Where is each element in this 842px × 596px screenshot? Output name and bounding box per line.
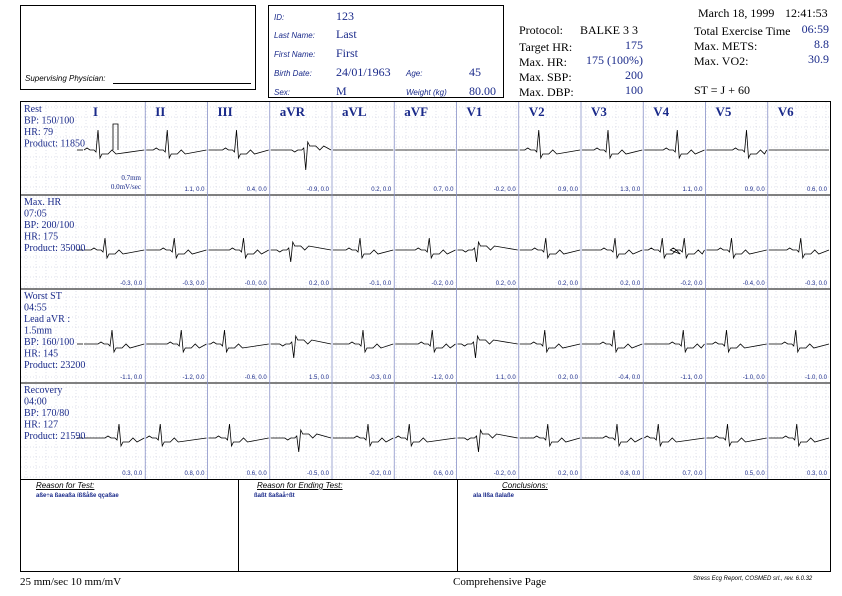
ecg-trace (644, 130, 704, 158)
row-info-line: Product: 23200 (24, 360, 86, 371)
lead-header: III (217, 104, 233, 119)
st-value: -0.2, 0.0 (493, 187, 516, 193)
st-value: -0.2, 0.0 (431, 281, 454, 287)
st-value: 0.3, 0.0 (122, 471, 143, 477)
ecg-trace (209, 330, 269, 352)
ecg-trace (769, 238, 829, 258)
ecg-trace (146, 330, 206, 352)
row-info-line: 04:55 (24, 302, 47, 314)
ecg-trace (271, 430, 331, 452)
row-info-line: 1.5mm (24, 325, 53, 337)
st-value: 0.8, 0.0 (620, 471, 641, 477)
st-value: -0.4, 0.0 (618, 375, 641, 381)
row-info-line: BP: 200/100 (24, 220, 75, 231)
reason-for-ending-text: ßaßt ßaßaå÷ßt (254, 493, 295, 499)
ecg-trace (333, 238, 393, 258)
st-value: 1.1, 0.0 (184, 187, 205, 193)
ecg-trace (146, 130, 206, 158)
ecg-row (24, 197, 829, 287)
ecg-trace (582, 424, 642, 446)
id-label: ID: (274, 13, 285, 22)
age-value: 45 (469, 65, 481, 79)
ecg-trace (520, 238, 580, 258)
ecg-row (24, 385, 829, 477)
ecg-trace (458, 242, 518, 262)
row-info-line: Worst ST (24, 291, 62, 302)
st-value: -0.1, 0.0 (369, 281, 392, 287)
row-info-line: BP: 150/100 (24, 115, 75, 127)
summary-value: 175 (100%) (586, 53, 643, 67)
ecg-trace (520, 424, 580, 446)
ecg-trace (271, 142, 331, 170)
calibration-label: 0.0mV/sec (110, 183, 141, 191)
st-value: -1.0, 0.0 (742, 375, 765, 381)
summary-row (519, 68, 643, 83)
st-value: -0.5, 0.0 (306, 471, 329, 477)
ecg-trace (209, 424, 269, 446)
summary-value: 175 (625, 38, 643, 52)
st-value: 0.2, 0.0 (308, 281, 329, 287)
st-value: -1.0, 0.0 (804, 375, 827, 381)
ecg-trace (395, 424, 455, 446)
ecg-trace (84, 238, 144, 258)
ecg-trace (395, 330, 455, 352)
lead-header: aVF (404, 104, 429, 119)
st-value: -0.2, 0.0 (680, 281, 703, 287)
ecg-trace (458, 336, 518, 358)
birth-date-label: Birth Date: (274, 69, 312, 78)
ecg-trace (707, 130, 767, 158)
ecg-trace (707, 330, 767, 352)
summary-row (694, 37, 829, 52)
st-value: 0.2, 0.0 (495, 281, 516, 287)
reason-for-ending-col (239, 480, 458, 571)
reason-for-test-col (21, 480, 239, 571)
weight-value: 80.00 (469, 84, 496, 98)
birth-date-value: 24/01/1963 (336, 65, 391, 79)
row-info-line: Product: 35000 (24, 243, 86, 254)
lead-header: I (93, 104, 99, 119)
st-value: 0.5, 0.0 (744, 471, 765, 477)
ecg-trace (769, 424, 829, 446)
supervising-label: Supervising Physician: (25, 74, 106, 83)
st-value: -0.3, 0.0 (182, 281, 205, 287)
summary-row (694, 22, 829, 37)
ecg-trace (707, 424, 767, 446)
summary-row (519, 83, 643, 98)
conclusions-label: Conclusions: (502, 481, 548, 490)
page-title: Comprehensive Page (453, 576, 547, 588)
st-value: 0.9, 0.0 (744, 187, 765, 193)
st-value: 0.2, 0.0 (557, 281, 578, 287)
report-date: March 18, 1999 (698, 6, 775, 20)
summary-value: 200 (625, 68, 643, 82)
st-value: 0.7, 0.0 (682, 471, 703, 477)
st-value: -0.4, 0.0 (742, 281, 765, 287)
signature-line (113, 83, 251, 84)
age-label: Age: (406, 69, 423, 78)
st-value: 0.7, 0.0 (433, 187, 454, 193)
row-info-line: HR: 127 (24, 419, 59, 431)
summary-row (519, 53, 643, 68)
row-info-line: Product: 11850 (24, 138, 86, 150)
patient-box (268, 5, 504, 98)
row-info-line: BP: 160/100 (24, 337, 75, 348)
row-info-line: HR: 145 (24, 348, 59, 360)
lead-header: V2 (528, 104, 545, 119)
st-value: 1.1, 0.0 (495, 375, 516, 381)
st-value: 0.6, 0.0 (246, 471, 267, 477)
row-info-line: HR: 79 (24, 127, 54, 138)
st-value: 0.2, 0.0 (557, 471, 578, 477)
ecg-trace (520, 130, 580, 158)
summary-right (694, 22, 829, 67)
st-value: 0.6, 0.0 (806, 187, 827, 193)
st-value: 0.2, 0.0 (371, 187, 392, 193)
st-value: 1.3, 0.0 (620, 187, 641, 193)
ecg-panel (20, 101, 831, 480)
lead-header: II (155, 104, 166, 119)
st-value: -0.0, 0.0 (244, 281, 267, 287)
summary-label: Max. VO2: (694, 54, 749, 68)
summary-left (519, 38, 643, 98)
ecg-trace (209, 238, 269, 258)
st-formula: ST = J + 60 (694, 83, 750, 97)
row-info-line: Recovery (24, 385, 63, 396)
st-value: 0.4, 0.0 (246, 187, 267, 193)
summary-value: 8.8 (814, 37, 829, 51)
st-value: -0.2, 0.0 (493, 471, 516, 477)
ecg-trace (769, 330, 829, 352)
lead-header: aVL (342, 104, 367, 119)
reason-for-test-label: Reason for Test: (36, 481, 95, 490)
summary-label: Total Exercise Time (694, 24, 791, 38)
lead-header: V4 (653, 104, 670, 119)
st-value: -1.2, 0.0 (182, 375, 205, 381)
ecg-trace (333, 424, 393, 446)
st-value: 0.2, 0.0 (620, 281, 641, 287)
ecg-trace (644, 330, 704, 352)
report-time: 12:41:53 (785, 6, 828, 20)
sex-label: Sex: (274, 88, 291, 97)
summary-label: Max. SBP: (519, 70, 572, 84)
ecg-trace (395, 238, 455, 258)
supervising-box (20, 5, 256, 90)
calibration-label: 0.7mm (121, 174, 141, 182)
lead-header: V3 (591, 104, 607, 119)
summary-row (694, 52, 829, 67)
st-value: 0.2, 0.0 (557, 375, 578, 381)
summary-row (519, 38, 643, 53)
ecg-trace (520, 330, 580, 352)
st-value: -1.2, 0.0 (431, 375, 454, 381)
ecg-trace (644, 238, 704, 258)
st-value: 1.1, 0.0 (682, 187, 703, 193)
st-value: -0.3, 0.0 (369, 375, 392, 381)
st-value: -0.9, 0.0 (306, 187, 329, 193)
ecg-trace (582, 330, 642, 352)
ecg-trace (333, 330, 393, 352)
st-value: -1.1, 0.0 (120, 375, 143, 381)
ecg-trace (582, 130, 642, 158)
ecg-trace (582, 238, 642, 258)
st-value: -0.6, 0.0 (244, 375, 267, 381)
st-value: -0.3, 0.0 (804, 281, 827, 287)
first-name-label: First Name: (274, 50, 316, 59)
summary-label: Target HR: (519, 40, 573, 54)
row-info-line: BP: 170/80 (24, 408, 70, 419)
last-name-value: Last (336, 27, 357, 41)
first-name-value: First (336, 46, 359, 60)
ecg-trace (209, 130, 269, 158)
lead-header: aVR (279, 104, 306, 119)
st-value: 0.6, 0.0 (433, 471, 454, 477)
row-info-line: HR: 175 (24, 231, 59, 243)
ecg-trace (146, 238, 206, 258)
lead-header: V5 (715, 104, 732, 119)
ecg-trace (84, 424, 144, 446)
row-info-line: Max. HR (24, 197, 62, 208)
ecg-svg (21, 102, 830, 479)
ecg-trace (644, 424, 704, 446)
protocol-label: Protocol: (519, 23, 563, 37)
ecg-trace (707, 238, 767, 258)
report-credit: Stress Ecg Report, COSMED srl., rev. 6.0.32 (693, 576, 813, 582)
row-info-line: 07:05 (24, 208, 47, 220)
st-value: -1.1, 0.0 (680, 375, 703, 381)
reason-for-test-text: aße÷a ßaeaßa íßßåße qçaßae (36, 493, 119, 499)
comments-panel (20, 479, 831, 572)
conclusions-col (458, 480, 830, 571)
summary-value: 30.9 (808, 52, 829, 66)
lead-header: V1 (466, 104, 483, 119)
row-info-line: 04:00 (24, 396, 47, 408)
conclusions-text: aIa IIßa ßaIaße (473, 493, 515, 499)
summary-label: Max. HR: (519, 55, 567, 69)
paper-speed: 25 mm/sec 10 mm/mV (20, 576, 122, 588)
lead-header: V6 (777, 104, 794, 119)
ecg-trace (458, 430, 518, 452)
row-info-line: Product: 21590 (24, 431, 86, 442)
ecg-trace (84, 330, 144, 352)
st-value: 0.9, 0.0 (557, 187, 578, 193)
ecg-trace (146, 424, 206, 446)
row-info-line: Rest (24, 104, 42, 115)
id-value: 123 (336, 9, 354, 23)
st-value: -0.2, 0.0 (369, 471, 392, 477)
st-value: 1.5, 0.0 (308, 375, 329, 381)
sex-value: M (336, 84, 347, 98)
ecg-trace (271, 242, 331, 262)
reason-for-ending-label: Reason for Ending Test: (257, 481, 343, 490)
row-info-line: Lead aVR : (24, 314, 71, 325)
st-value: 0.8, 0.0 (184, 471, 205, 477)
weight-label: Weight (kg) (406, 88, 447, 97)
ecg-trace (84, 130, 144, 158)
summary-label: Max. DBP: (519, 85, 574, 99)
summary-value: 06:59 (801, 22, 829, 36)
protocol-value: BALKE 3 3 (580, 23, 638, 37)
last-name-label: Last Name: (274, 31, 315, 40)
st-value: -0.3, 0.0 (120, 281, 143, 287)
summary-label: Max. METS: (694, 39, 758, 53)
ecg-grid (21, 102, 830, 479)
ecg-row (24, 291, 829, 381)
st-value: 0.3, 0.0 (806, 471, 827, 477)
summary-value: 100 (625, 83, 643, 97)
